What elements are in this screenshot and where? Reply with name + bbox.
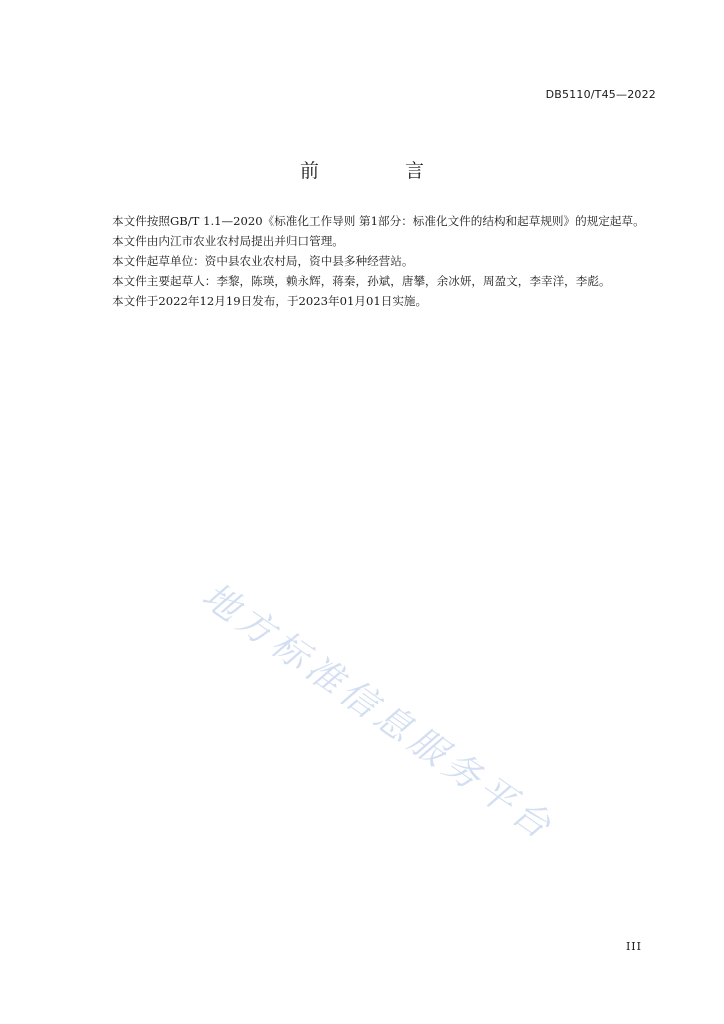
page-title: 前 言 (299, 160, 465, 182)
paragraph-proposer: 本文件由内江市农业农村局提出并归口管理。 (112, 234, 344, 248)
paragraph-drafting-basis: 本文件按照GB/T 1.1—2020《标准化工作导则 第1部分：标准化文件的结构和起草规则》的规定起草。 (112, 214, 645, 228)
paragraph-drafters: 本文件主要起草人：李黎，陈瑛，赖永辉，蒋秦，孙斌，唐攀，余冰妍，周盈文，李幸洋，李彪。 (112, 274, 611, 288)
paragraph-drafting-units: 本文件起草单位：资中县农业农村局，资中县多种经营站。 (112, 254, 414, 268)
document-code: DB5110/T45—2022 (545, 88, 656, 101)
foreword-body (88, 211, 658, 311)
page-number: III (625, 940, 642, 953)
paragraph-dates: 本文件于2022年12月19日发布，于2023年01月01日实施。 (112, 294, 428, 308)
watermark: 地方标准信息服务平台 (194, 575, 563, 850)
